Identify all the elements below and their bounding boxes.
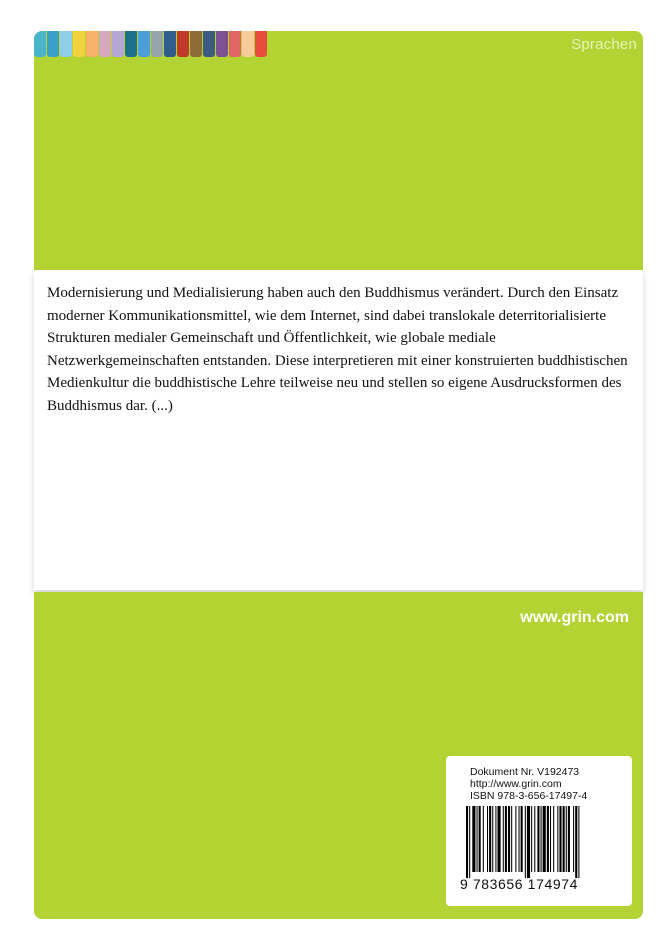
barcode-bar [553, 806, 554, 872]
color-tab [112, 31, 124, 57]
publisher-website: www.grin.com [520, 609, 629, 626]
color-tab [60, 31, 72, 57]
color-tab [242, 31, 254, 57]
blurb-panel [34, 270, 643, 590]
barcode-bar [557, 806, 558, 872]
barcode-bar [508, 806, 510, 872]
cover-top-band [34, 31, 643, 270]
barcode-url: http://www.grin.com [470, 778, 562, 790]
barcode-bar [477, 806, 478, 872]
color-tab [229, 31, 241, 57]
color-tab [255, 31, 267, 57]
barcode-bar [479, 806, 481, 872]
barcode-bar [568, 806, 570, 872]
barcode-bar [525, 806, 526, 878]
color-tab [47, 31, 59, 57]
barcode-bar [505, 806, 507, 872]
barcode-bar [578, 806, 579, 878]
barcode-bar [489, 806, 491, 872]
barcode-bar [566, 806, 567, 872]
barcode-bar [498, 806, 501, 872]
barcode-bar [472, 806, 475, 872]
barcode-bar [487, 806, 488, 872]
barcode-bar [519, 806, 520, 872]
barcode-bar [492, 806, 493, 872]
color-tab [34, 31, 46, 57]
color-tab [177, 31, 189, 57]
barcode-bars [460, 806, 626, 878]
barcode-bar [531, 806, 532, 872]
document-number: Dokument Nr. V192473 [470, 766, 580, 778]
color-tab [216, 31, 228, 57]
barcode-bar [575, 806, 577, 878]
barcode-bar [483, 806, 484, 872]
barcode-bar [469, 806, 470, 878]
barcode-bar [511, 806, 512, 872]
blurb-text: Modernisierung und Medialisierung haben auch den Buddhismus verändert. Durch den Einsatz moderner Kommunikationsmittel, wie dem Internet, sind dabei translokale deterritorialisierte Strukturen medialer Gemeinschaft und Öffentlichkeit, wie globale mediale Netzwerkgemeinschaften entstanden. Diese interpretieren mit einer konstruierten buddhistischen Medienkultur die buddhistische Lehre teilweise neu und stellen so eigene Ausdrucksformen des Buddhismus dar. (...) [47, 285, 628, 414]
color-tab [203, 31, 215, 57]
color-tab [125, 31, 137, 57]
color-tab [151, 31, 163, 57]
color-tab [138, 31, 150, 57]
color-tab [86, 31, 98, 57]
barcode-bar [515, 806, 516, 872]
barcode-digits: 9 783656 174974 [460, 876, 578, 892]
barcode-bar [521, 806, 523, 872]
barcode-bar [541, 806, 542, 872]
barcode-bar [534, 806, 535, 872]
barcode-bar [559, 806, 561, 872]
barcode-bar [495, 806, 496, 872]
barcode-bar [573, 806, 574, 872]
color-tab-strip [34, 31, 268, 57]
barcode-bar [503, 806, 504, 872]
barcode-bar [527, 806, 530, 878]
barcode-bar [550, 806, 551, 872]
barcode-bar [466, 806, 468, 878]
category-label: Sprachen [571, 36, 637, 53]
isbn-text: ISBN 978-3-656-17497-4 [470, 790, 588, 802]
color-tab [99, 31, 111, 57]
barcode-bar [543, 806, 546, 872]
barcode-bar [537, 806, 539, 872]
barcode-box [446, 756, 632, 906]
barcode-bar [547, 806, 549, 872]
color-tab [73, 31, 85, 57]
barcode-bar [563, 806, 565, 872]
color-tab [164, 31, 176, 57]
color-tab [190, 31, 202, 57]
